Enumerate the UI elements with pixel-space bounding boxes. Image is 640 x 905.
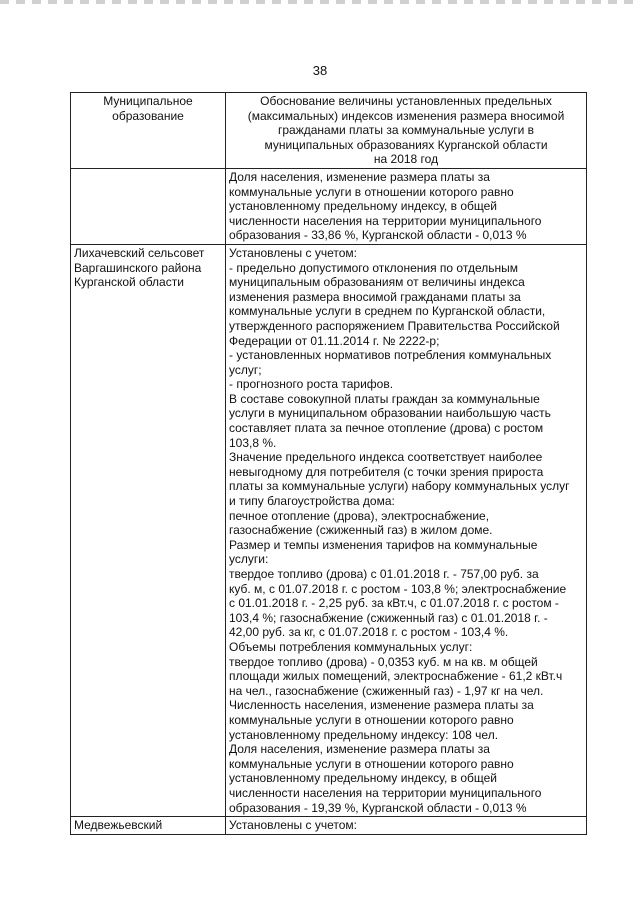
justification-text-line: невыгодному для потребителя (с точки зрения прироста <box>229 464 544 479</box>
page-number: 38 <box>312 63 328 78</box>
justification-text-line: Федерации от 01.11.2014 г. № 2222-р; <box>229 333 440 348</box>
justification-text-line: утвержденного распоряжением Правительства Российской <box>229 318 560 333</box>
justification-text-line: численности населения на территории муниципального <box>229 213 542 228</box>
table-body <box>71 93 587 835</box>
header-line: гражданами платы за коммунальные услуги в <box>277 123 535 138</box>
header-line: на 2018 год <box>373 152 439 167</box>
justification-text-line: Численность населения, изменение размера платы за <box>229 698 534 713</box>
justification-text-line: куб. м, с 01.07.2018 г. с ростом - 103,8 %; электроснабжение <box>229 581 567 596</box>
municipality-cell <box>71 817 226 835</box>
justification-table <box>70 92 587 835</box>
justification-text-line: газоснабжение (сжиженный газ) в жилом доме. <box>229 523 493 538</box>
justification-text-line: составляет плата за печное отопление (дрова) с ростом <box>229 421 544 436</box>
header-justification-cell <box>226 93 587 169</box>
justification-text-line: Размер и темпы изменения тарифов на коммунальные <box>229 537 538 552</box>
justification-text-line: платы за коммунальные услуги) набору коммунальных услуг <box>229 479 570 494</box>
justification-cell <box>226 244 587 816</box>
justification-text-line: с 01.01.2018 г. - 2,25 руб. за кВт.ч, с 01.07.2018 г. с ростом - <box>229 596 559 611</box>
justification-text-line: установленному предельному индексу, в общей <box>229 199 497 214</box>
justification-text-line: - предельно допустимого отклонения по отдельным <box>229 260 518 275</box>
table-row <box>71 817 587 835</box>
justification-text-line: Объемы потребления коммунальных услуг: <box>229 639 473 654</box>
justification-text-line: услуги в муниципальном образовании наибольшую часть <box>229 406 551 421</box>
justification-text-line: коммунальные услуги в отношении которого равно <box>229 756 514 771</box>
justification-text-line: Доля населения, изменение размера платы за <box>229 742 490 757</box>
justification-text-line: Доля населения, изменение размера платы за <box>229 169 490 184</box>
table-row <box>71 244 587 816</box>
justification-text-line: - установленных нормативов потребления коммунальных <box>229 348 552 363</box>
justification-text-line: образования - 19,39 %, Курганской области - 0,013 % <box>229 800 527 815</box>
justification-text-line: 103,4 %; газоснабжение (сжиженный газ) с 01.01.2018 г. - <box>229 610 548 625</box>
justification-text-line: Установлены с учетом: <box>229 245 357 260</box>
header-line: Муниципальное <box>103 94 193 108</box>
municipality-cell <box>71 168 226 244</box>
justification-text-line: и типу благоустройства дома: <box>229 494 395 509</box>
justification-text-line: услуг; <box>229 362 262 377</box>
justification-text-line: Установлены с учетом: <box>229 818 357 833</box>
justification-text-line: коммунальные услуги в отношении которого равно <box>229 712 514 727</box>
justification-text-line: твердое топливо (дрова) с 01.01.2018 г. - 757,00 руб. за <box>229 567 539 581</box>
justification-text-line: муниципальным образованиям от величины индекса <box>229 275 525 290</box>
header-line: (максимальных) индексов изменения размера вносимой <box>247 108 565 123</box>
justification-text-line: печное отопление (дрова), электроснабжение, <box>229 508 490 523</box>
justification-text-line: установленному предельному индексу: 108 чел. <box>229 727 499 742</box>
justification-text-line: численности населения на территории муниципального <box>229 785 542 800</box>
municipality-name-line: Медвежьевский <box>74 818 163 833</box>
header-line: Обоснование величины установленных предельных <box>260 94 552 108</box>
justification-cell <box>226 168 587 244</box>
justification-text-line: образования - 33,86 %, Курганской области - 0,013 % <box>229 228 527 243</box>
justification-text-line: на чел., газоснабжение (сжиженный газ) - 1,97 кг на чел. <box>229 683 544 698</box>
justification-text-line: - прогнозного роста тарифов. <box>229 377 394 392</box>
header-line: муниципальных образованиях Курганской области <box>264 137 548 152</box>
header-line: образование <box>112 108 184 123</box>
municipality-cell <box>71 244 226 816</box>
justification-text-line: коммунальные услуги в среднем по Курганской области, <box>229 304 546 319</box>
justification-text-line: 42,00 руб. за кг, с 01.07.2018 г. с ростом - 103,4 %. <box>229 625 509 640</box>
municipality-name-line: Варгашинского района <box>74 260 202 275</box>
justification-text-line: изменения размера вносимой гражданами платы за <box>229 289 521 304</box>
justification-text-line: услуги: <box>229 552 269 567</box>
table-row <box>71 168 587 244</box>
header-municipality-cell <box>71 93 226 169</box>
justification-text-line: коммунальные услуги в отношении которого равно <box>229 184 514 199</box>
justification-text-line: 103,8 %. <box>229 435 277 450</box>
justification-text-line: твердое топливо (дрова) - 0,0353 куб. м на кв. м общей <box>229 654 538 669</box>
municipality-name-line: Лихачевский сельсовет <box>74 245 205 260</box>
scan-edge-artifact <box>0 0 640 4</box>
table-header-row <box>71 93 587 169</box>
justification-text-line: установленному предельному индексу, в общей <box>229 771 497 786</box>
justification-text-line: В составе совокупной платы граждан за коммунальные <box>229 391 540 406</box>
justification-cell <box>226 817 587 835</box>
justification-text-line: Значение предельного индекса соответствует наиболее <box>229 450 543 465</box>
justification-text-line: площади жилых помещений, электроснабжение - 61,2 кВт.ч <box>229 669 563 684</box>
municipality-name-line: Курганской области <box>74 275 184 290</box>
